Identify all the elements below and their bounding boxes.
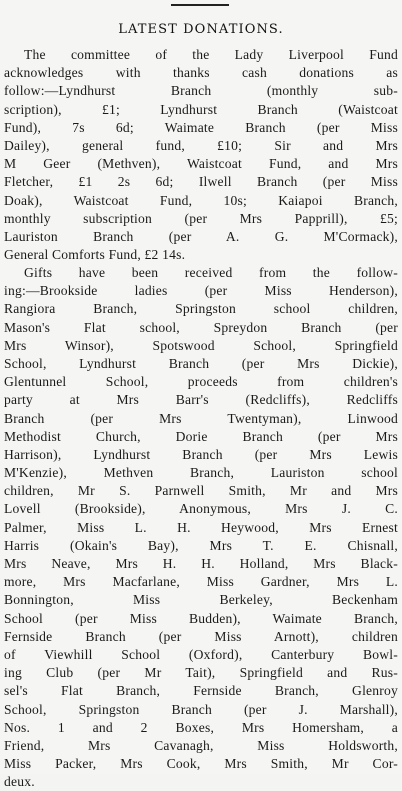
article-text-line: Nos. 1 and 2 Boxes, Mrs Homersham, a <box>4 719 398 735</box>
article-text-line: Friend, Mrs Cavanagh, Miss Holdsworth, <box>4 737 398 753</box>
article-text-line: of Viewhill School (Oxford), Canterbury Bowl- <box>4 646 398 662</box>
article-text-line: sel's Flat Branch, Fernside Branch, Glenroy <box>4 683 398 699</box>
article-text-line: School (per Miss Budden), Waimate Branch, <box>4 610 398 626</box>
article-text-line: School, Lyndhurst Branch (per Mrs Dickie), <box>4 355 398 371</box>
article-text-line: ing Club (per Mr Tait), Springfield and Rus- <box>4 665 398 681</box>
article-text-line: Branch (per Mrs Twentyman), Linwood <box>4 410 398 426</box>
header-rule <box>171 4 229 6</box>
article-text-line: M'Kenzie), Methven Branch, Lauriston school <box>4 465 398 481</box>
article-text-line: Doak), Waistcoat Fund, 10s; Kaiapoi Branch, <box>4 192 398 208</box>
article-text-line: Lovell (Brookside), Anonymous, Mrs J. C. <box>4 501 398 517</box>
article-text-line: Gifts have been received from the follow- <box>24 265 398 280</box>
article-text-line: Dailey), general fund, £10; Sir and Mrs <box>4 137 398 153</box>
article-text-line: Miss Packer, Mrs Cook, Mrs Smith, Mr Cor- <box>4 756 398 772</box>
article-text-line: Methodist Church, Dorie Branch (per Mrs <box>4 428 398 444</box>
article-text-line: party at Mrs Barr's (Redcliffs), Redcliffs <box>4 392 398 408</box>
article-text-line: ing:—Brookside ladies (per Miss Henderson), <box>4 283 398 299</box>
paragraph-gifts <box>4 264 398 791</box>
article-text-line: School, Springston Branch (per J. Marshall), <box>4 701 398 717</box>
article-text-line: Lauriston Branch (per A. G. M'Cormack), <box>4 228 398 244</box>
article-text-line: General Comforts Fund, £2 14s. <box>4 247 186 263</box>
article-text-line: Fernside Branch (per Miss Arnott), children <box>4 628 398 644</box>
paragraph-cash-donations <box>4 46 398 264</box>
article-text-line: follow:—Lyndhurst Branch (monthly sub- <box>4 83 398 99</box>
article-text-line: Palmer, Miss L. H. Heywood, Mrs Ernest <box>4 519 398 535</box>
article-text-line: Fund), 7s 6d; Waimate Branch (per Miss <box>4 119 398 135</box>
article-text-line: monthly subscription (per Mrs Papprill), £5; <box>4 210 398 226</box>
article-text-line: children, Mr S. Parnwell Smith, Mr and Mrs <box>4 483 398 499</box>
article-text-line: Bonnington, Miss Berkeley, Beckenham <box>4 592 398 608</box>
article-text-line: Rangiora Branch, Springston school children, <box>4 301 398 317</box>
article-text-line: Harris (Okain's Bay), Mrs T. E. Chisnall, <box>4 537 398 553</box>
article-text-line: Mason's Flat school, Spreydon Branch (per <box>4 319 398 335</box>
article-text-line: The committee of the Lady Liverpool Fund <box>24 47 398 62</box>
article-text-line: scription), £1; Lyndhurst Branch (Waistcoat <box>4 101 398 117</box>
article-text-line: Mrs Neave, Mrs H. H. Holland, Mrs Black- <box>4 556 398 571</box>
article-text-line: deux. <box>4 774 35 790</box>
article-text-line: more, Mrs Macfarlane, Miss Gardner, Mrs L. <box>4 574 398 590</box>
article-text-line: Fletcher, £1 2s 6d; Ilwell Branch (per Miss <box>4 174 398 190</box>
article-text-line: Mrs Winsor), Spotswood School, Springfield <box>4 337 398 353</box>
article-text-line: acknowledges with thanks cash donations as <box>4 65 398 81</box>
article-text-line: Glentunnel School, proceeds from children's <box>4 374 398 390</box>
article-text-line: Harrison), Lyndhurst Branch (per Mrs Lewis <box>4 446 398 462</box>
article-headline: LATEST DONATIONS. <box>118 22 284 37</box>
article-text-line: M Geer (Methven), Waistcoat Fund, and Mrs <box>4 156 398 172</box>
